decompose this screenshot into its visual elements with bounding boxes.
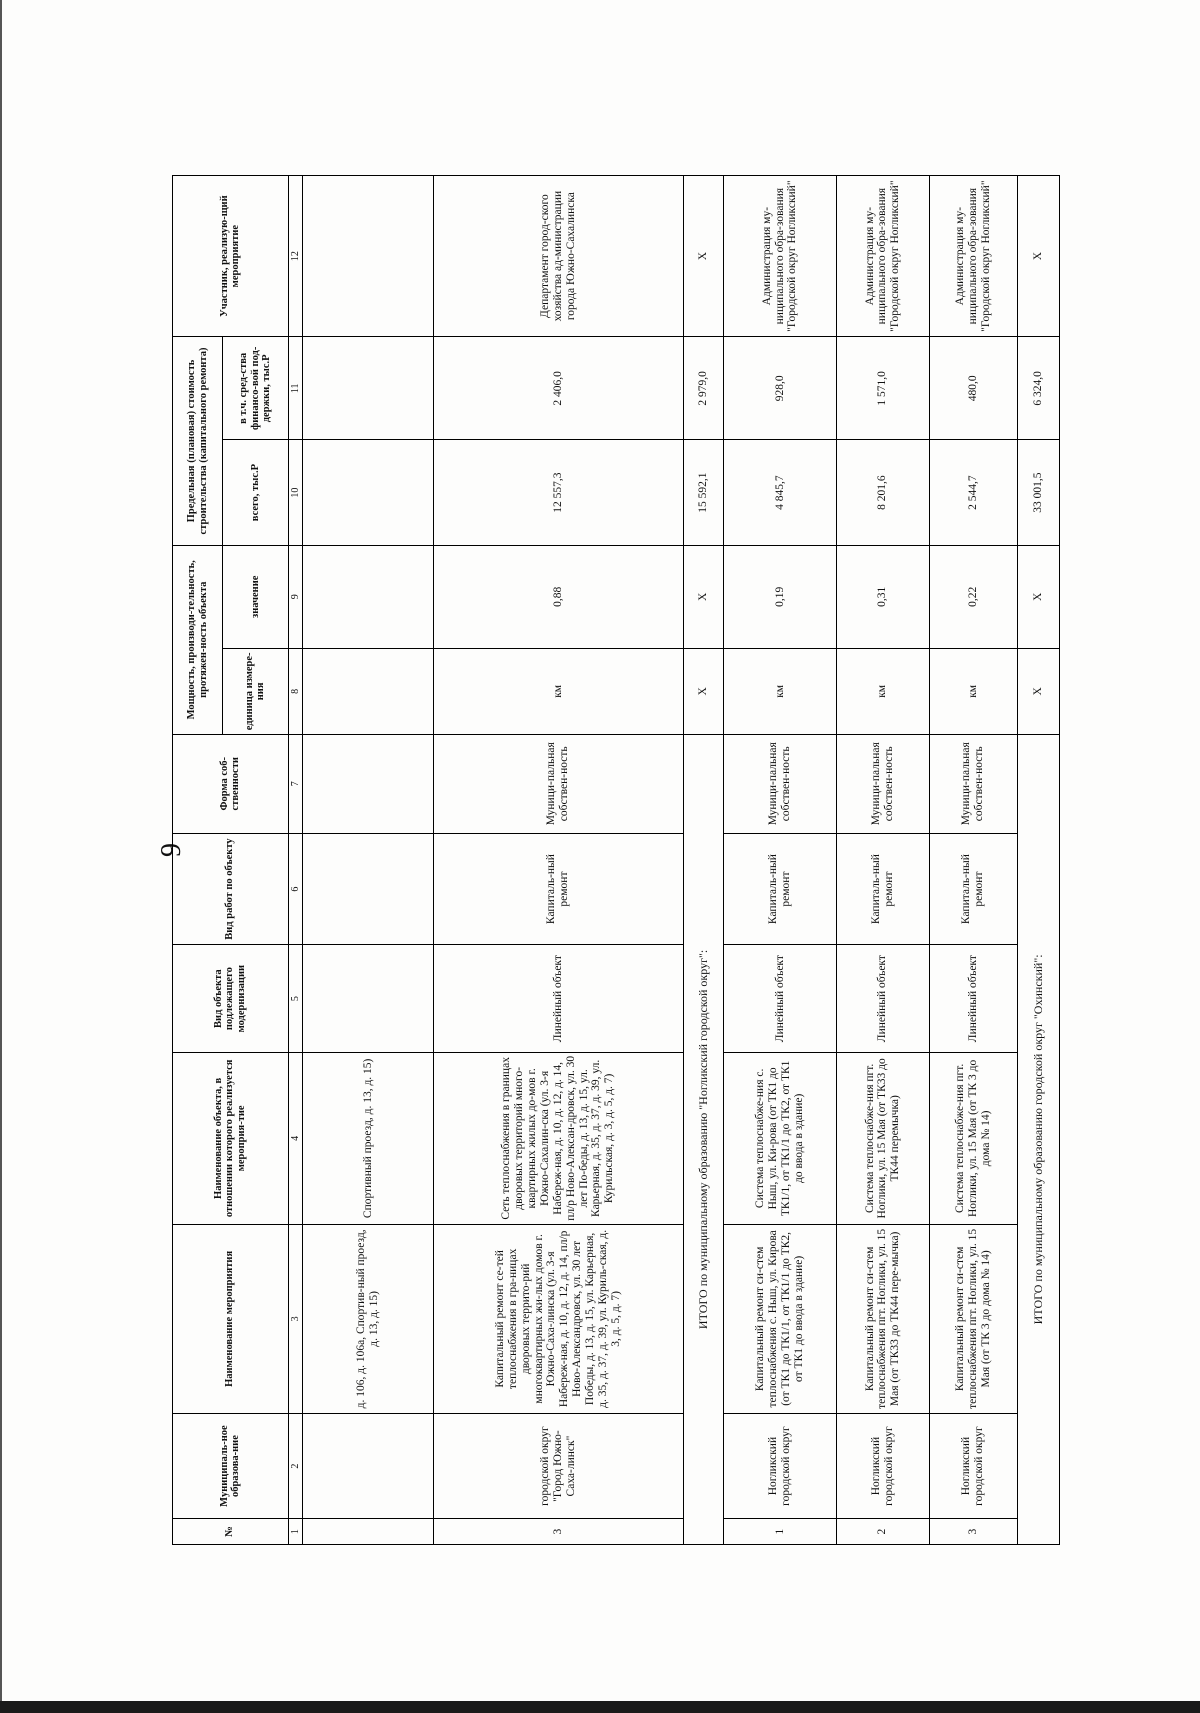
row-object: Сеть теплоснабжения в границах дворовых территорий много-квартирных жилых до-мов г. Южно-Сахалин-ска (ул. 3-я Набереж-ная, д. 10, д. 12, д. 14, пл/р Ново-Алексан-дровск, ул. 30 лет По-беды, д. 13, д. 15, ул. Карьерная, д. 35, д. 37, д. 39, ул. Курильская, д. 3, д. 5, д. 7)	[433, 1052, 683, 1224]
table-row	[433, 176, 683, 1545]
row-unit	[303, 648, 433, 734]
row-ownership: Муници-пальная собствен-ность	[929, 734, 1017, 833]
table-row	[837, 176, 929, 1545]
row-value: 0,31	[837, 545, 929, 648]
header-work-type: Вид работ по объекту	[173, 833, 289, 945]
row-work-type: Капиталь-ный ремонт	[929, 833, 1017, 945]
row-municipality: Ногликский городской округ	[837, 1413, 929, 1518]
subtotal-label: ИТОГО по муниципальному образованию городской округ "Охинский":	[1017, 734, 1059, 1544]
row-ownership	[303, 734, 433, 833]
row-participant: Администрация му-ниципального обра-зования "Городской округ Ногликский"	[723, 176, 836, 337]
row-object-type: Линейный объект	[837, 945, 929, 1052]
col-num-5: 5	[288, 945, 303, 1052]
row-participant: Администрация му-ниципального обра-зования "Городской округ Ногликский"	[837, 176, 929, 337]
header-object-name: Наименование объекта, в отношении которого реализуется мероприя-тие	[173, 1052, 289, 1224]
row-work-type: Капиталь-ный ремонт	[433, 833, 683, 945]
row-total: 8 201,6	[837, 440, 929, 545]
row-unit: км	[837, 648, 929, 734]
col-num-9: 9	[288, 545, 303, 648]
header-cost-group: Предельная (плановая) стоимость строительства (капитального ремонта)	[173, 337, 223, 545]
col-num-2: 2	[288, 1413, 303, 1518]
row-municipality: Ногликский городской округ	[929, 1413, 1017, 1518]
subtotal-label: ИТОГО по муниципальному образованию "Ногликский городской округ":	[683, 734, 723, 1544]
row-event: д. 106, д. 106а, Спортив-ный проезд, д. 13, д. 15)	[303, 1224, 433, 1413]
row-num: 2	[837, 1519, 929, 1545]
row-work-type	[303, 833, 433, 945]
header-object-type: Вид объекта подлежащего модернизации	[173, 945, 289, 1052]
header-value: значение	[223, 545, 288, 648]
col-num-1: 1	[288, 1519, 303, 1545]
row-value: 0,19	[723, 545, 836, 648]
row-object: Система теплоснабже-ния пгт. Ноглики, ул. 15 Мая (от ТК 3 до дома № 14)	[929, 1052, 1017, 1224]
col-num-10: 10	[288, 440, 303, 545]
header-unit: единица измере-ния	[223, 648, 288, 734]
row-object: Спортивный проезд, д. 13, д. 15)	[303, 1052, 433, 1224]
subtotal-support: 2 979,0	[683, 337, 723, 440]
row-support: 1 571,0	[837, 337, 929, 440]
row-ownership: Муници-пальная собствен-ность	[433, 734, 683, 833]
row-work-type: Капиталь-ный ремонт	[837, 833, 929, 945]
col-num-12: 12	[288, 176, 303, 337]
row-total	[303, 440, 433, 545]
subtotal-participant: X	[683, 176, 723, 337]
subtotal-participant: X	[1017, 176, 1059, 337]
subtotal-unit: X	[683, 648, 723, 734]
subtotal-unit: X	[1017, 648, 1059, 734]
subtotal-value: X	[683, 545, 723, 648]
row-event: Капитальный ремонт си-стем теплоснабжения пгт. Ноглики, ул. 15 Мая (от ТК 3 до дома № 14)	[929, 1224, 1017, 1413]
header-row-1	[173, 176, 223, 1545]
page-number: 9	[156, 843, 187, 857]
header-event-name: Наименование мероприятия	[173, 1224, 289, 1413]
rotated-table-wrapper	[172, 175, 1060, 1545]
row-num	[303, 1519, 433, 1545]
header-participant: Участник, реализую-щий мероприятие	[173, 176, 289, 337]
subtotal-support: 6 324,0	[1017, 337, 1059, 440]
row-ownership: Муници-пальная собствен-ность	[723, 734, 836, 833]
program-table	[172, 175, 1060, 1545]
row-support: 2 406,0	[433, 337, 683, 440]
row-object-type: Линейный объект	[929, 945, 1017, 1052]
row-ownership: Муници-пальная собствен-ность	[837, 734, 929, 833]
row-event: Капитальный ремонт си-стем теплоснабжения с. Ныш, ул. Кирова (от ТК1 до ТК1/1, от ТК1/1 до ТК2, от ТК1 до ввода в здание)	[723, 1224, 836, 1413]
row-num: 1	[723, 1519, 836, 1545]
row-total: 4 845,7	[723, 440, 836, 545]
row-total: 2 544,7	[929, 440, 1017, 545]
table-row	[303, 176, 433, 1545]
header-num: №	[173, 1519, 289, 1545]
row-event: Капитальный ремонт се-тей теплоснабжения в гра-ницах дворовых террито-рий многоквартирных жи-лых домов г. Южно-Саха-линска (ул. 3-я Набереж-ная, д. 10, д. 12, д. 14, пл/р Ново-Александровск, ул. 30 лет Победы, д. 13, д. 15, ул. Карьерная, д. 35, д. 37, д. 39, ул. Куриль-ская, д. 3, д. 5, д. 7)	[433, 1224, 683, 1413]
row-object-type: Линейный объект	[433, 945, 683, 1052]
scan-edge	[0, 0, 2, 1713]
col-num-6: 6	[288, 833, 303, 945]
header-total-cost: всего, тыс.Р	[223, 440, 288, 545]
row-object-type: Линейный объект	[723, 945, 836, 1052]
col-num-4: 4	[288, 1052, 303, 1224]
subtotal-total: 15 592,1	[683, 440, 723, 545]
subtotal-value: X	[1017, 545, 1059, 648]
col-num-3: 3	[288, 1224, 303, 1413]
header-ownership: Форма соб-ственности	[173, 734, 289, 833]
row-municipality: городской округ "Город Южно-Саха-линск"	[433, 1413, 683, 1518]
row-work-type: Капиталь-ный ремонт	[723, 833, 836, 945]
row-object-type	[303, 945, 433, 1052]
subtotal-row	[1017, 176, 1059, 1545]
row-participant	[303, 176, 433, 337]
column-number-row	[288, 176, 303, 1545]
col-num-8: 8	[288, 648, 303, 734]
row-value: 0,88	[433, 545, 683, 648]
row-unit: км	[929, 648, 1017, 734]
row-support: 480,0	[929, 337, 1017, 440]
row-participant: Администрация му-ниципального обра-зования "Городской округ Ногликский"	[929, 176, 1017, 337]
row-object: Система теплоснабже-ния пгт. Ноглики, ул. 15 Мая (от ТК33 до ТК44 перемычка)	[837, 1052, 929, 1224]
header-capacity-group: Мощность, производи-тельность, протяжен-ность объекта	[173, 545, 223, 734]
row-value	[303, 545, 433, 648]
header-incl-support: в т.ч. сред-ства финансо-вой под-держки, тыс.Р	[223, 337, 288, 440]
row-unit: км	[723, 648, 836, 734]
row-num: 3	[433, 1519, 683, 1545]
row-support	[303, 337, 433, 440]
col-num-11: 11	[288, 337, 303, 440]
col-num-7: 7	[288, 734, 303, 833]
row-participant: Департамент город-ского хозяйства ад-министрации города Южно-Сахалинска	[433, 176, 683, 337]
row-municipality: Ногликский городской округ	[723, 1413, 836, 1518]
row-object: Система теплоснабже-ния с. Ныш, ул. Ки-рова (от ТК1 до ТК1/1, от ТК1/1 до ТК2, от ТК1 до ввода в здание)	[723, 1052, 836, 1224]
header-municipality: Муниципаль-ное образова-ние	[173, 1413, 289, 1518]
table-row	[723, 176, 836, 1545]
row-support: 928,0	[723, 337, 836, 440]
table-row	[929, 176, 1017, 1545]
scan-bottom-edge	[0, 1701, 1200, 1713]
row-num: 3	[929, 1519, 1017, 1545]
row-total: 12 557,3	[433, 440, 683, 545]
row-event: Капитальный ремонт си-стем теплоснабжения пгт. Ноглики, ул. 15 Мая (от ТК33 до ТК44 пере-мычка)	[837, 1224, 929, 1413]
subtotal-row	[683, 176, 723, 1545]
row-municipality	[303, 1413, 433, 1518]
row-value: 0,22	[929, 545, 1017, 648]
subtotal-total: 33 001,5	[1017, 440, 1059, 545]
row-unit: км	[433, 648, 683, 734]
